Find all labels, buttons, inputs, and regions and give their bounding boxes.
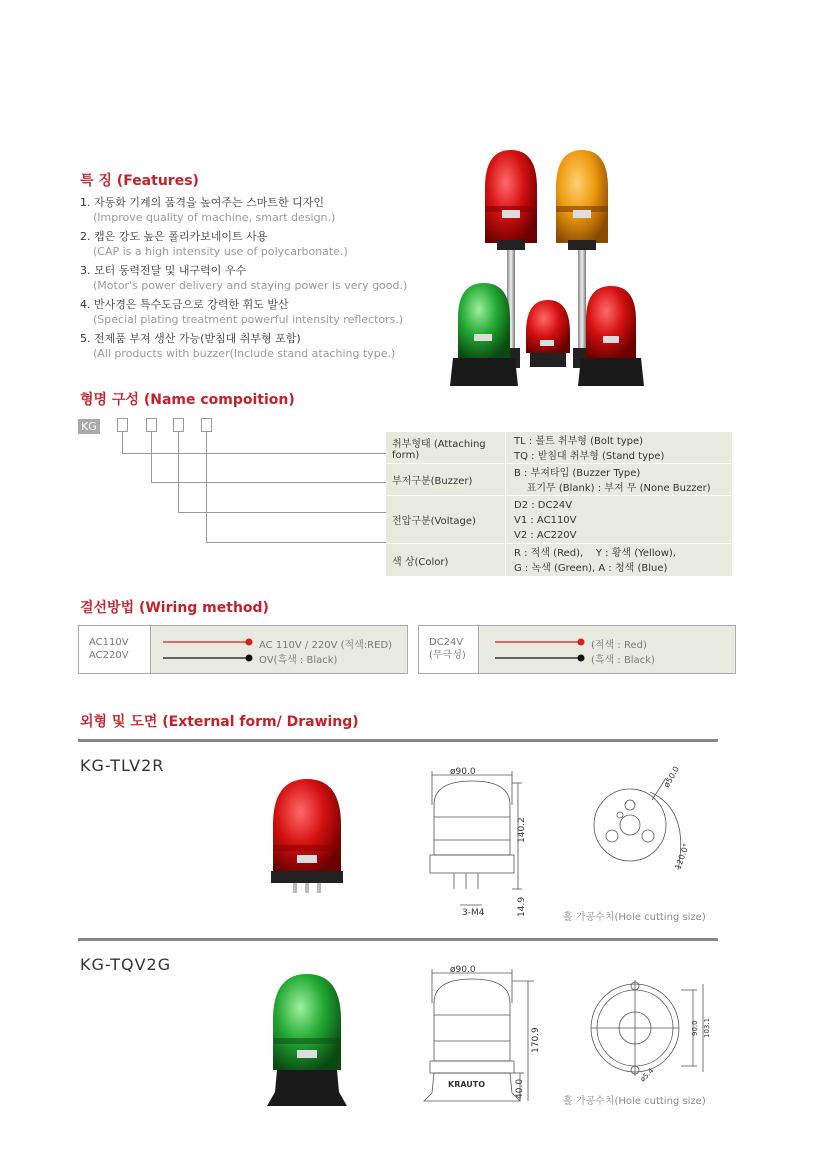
feature-item <box>80 262 480 292</box>
dim-hole-b: 103.1 <box>703 1017 711 1038</box>
hole-drawing-2 <box>585 970 715 1095</box>
feature-main: 5. 전제품 부져 생산 가능(받침대 취부형 포함) <box>80 332 301 345</box>
code-box-buzzer <box>146 418 157 432</box>
dim-hole-small: ø5.4 <box>638 1066 656 1084</box>
side-drawing-2 <box>420 963 541 1113</box>
connector-line <box>151 432 152 482</box>
hole-drawing-1 <box>580 764 710 895</box>
wire-black-label: OV(흑색 : Black) <box>259 655 338 666</box>
dim-height: 140.2 <box>517 817 527 843</box>
wiring-dc-box <box>418 625 736 674</box>
features-title: 특 징 (Features) <box>80 173 199 189</box>
table-row <box>386 464 732 496</box>
row-value: TQ : 받침대 취부형 (Stand type) <box>514 451 665 462</box>
feature-main: 4. 반사경은 특수도금으로 강력한 휘도 발산 <box>80 298 289 311</box>
connector-line <box>206 542 386 543</box>
brand-label: KRAUTO <box>448 1080 486 1089</box>
dim-screws: 3-M4 <box>462 908 485 918</box>
feature-sub: (Improve quality of machine, smart design.) <box>93 211 336 224</box>
voltage-label: DC24V <box>429 637 464 648</box>
model-name: KG-TLV2R <box>80 756 165 775</box>
wiring-title: 결선방법 (Wiring method) <box>80 600 269 616</box>
hole-caption: 홀 가공수치(Hole cutting size) <box>563 912 706 923</box>
row-value: G : 녹색 (Green), A : 청색 (Blue) <box>514 563 668 574</box>
row-value: 표기무 (Blank) : 부져 무 (None Buzzer) <box>514 483 711 494</box>
wiring-ac-diagram <box>151 626 407 673</box>
wire-red-label: AC 110V / 220V (적색:RED) <box>259 640 393 651</box>
connector-line <box>206 432 207 542</box>
voltage-label: AC220V <box>89 650 129 661</box>
side-drawing-1 <box>420 765 530 920</box>
wire-red-label: (적색 : Red) <box>591 640 647 651</box>
feature-main: 2. 캡은 강도 높은 폴리카보네이트 사용 <box>80 230 268 243</box>
row-values <box>506 496 732 543</box>
wire-black-label: (흑색 : Black) <box>591 655 655 666</box>
row-label: 전압구분(Voltage) <box>386 496 506 543</box>
dim-hole-a: 90.0 <box>691 1020 699 1036</box>
voltage-label: (무극성) <box>429 650 466 661</box>
wire-lines <box>163 636 263 666</box>
row-value: R : 적색 (Red), Y : 황색 (Yellow), <box>514 548 676 559</box>
name-composition-table <box>386 432 732 576</box>
section-divider <box>78 938 718 941</box>
table-row <box>386 496 732 544</box>
connector-line <box>178 512 386 513</box>
hole-caption: 홀 가공수치(Hole cutting size) <box>563 1096 706 1107</box>
features-list <box>80 194 480 364</box>
dim-height: 170.9 <box>531 1027 541 1053</box>
row-label: 부저구분(Buzzer) <box>386 464 506 495</box>
connector-line <box>122 432 123 453</box>
code-box-voltage <box>173 418 184 432</box>
wiring-dc-voltage <box>419 626 479 673</box>
code-box-attaching <box>117 418 128 432</box>
feature-sub: (CAP is a high intensity use of polycarbonate.) <box>93 245 348 258</box>
wiring-ac-voltage <box>79 626 151 673</box>
row-value: TL : 볼트 취부형 (Bolt type) <box>514 436 644 447</box>
connector-line <box>178 432 179 512</box>
feature-item <box>80 296 480 326</box>
name-comp-title: 형명 구성 (Name compoition) <box>80 392 295 408</box>
row-label: 취부형태 (Attaching form) <box>386 432 506 463</box>
row-value: V2 : AC220V <box>514 530 577 541</box>
dim-diameter: ø90.0 <box>450 965 476 975</box>
voltage-label: AC110V <box>89 637 129 648</box>
wiring-dc-diagram <box>479 626 735 673</box>
row-value: D2 : DC24V <box>514 500 573 511</box>
section-divider <box>78 739 718 742</box>
wire-lines <box>495 636 595 666</box>
code-box-color <box>201 418 212 432</box>
connector-line <box>122 453 386 454</box>
model-photo-red <box>265 775 349 900</box>
feature-sub: (All products with buzzer(Include stand ataching type.) <box>93 347 396 360</box>
feature-sub: (Special plating treatment powerful intensity reflectors.) <box>93 313 404 326</box>
feature-item <box>80 330 480 360</box>
feature-item <box>80 194 480 224</box>
row-values <box>506 464 732 495</box>
dim-base: 14.9 <box>517 896 527 917</box>
dim-diameter: ø90.0 <box>450 767 476 777</box>
dim-base: 40.0 <box>515 1078 525 1099</box>
drawing-title: 외형 및 도면 (External form/ Drawing) <box>80 714 359 730</box>
table-row <box>386 432 732 464</box>
table-row <box>386 544 732 576</box>
row-values <box>506 544 732 576</box>
product-group-photo <box>448 148 648 388</box>
row-label: 색 상(Color) <box>386 544 506 576</box>
model-code-prefix: KG <box>78 419 100 434</box>
row-value: V1 : AC110V <box>514 515 577 526</box>
feature-item <box>80 228 480 258</box>
row-values <box>506 432 732 463</box>
dim-hole-dia: ø50.0 <box>661 764 682 789</box>
dim-hole-pitch: 120.0° <box>673 842 692 871</box>
model-photo-green <box>265 970 349 1110</box>
model-name: KG-TQV2G <box>80 955 172 974</box>
connector-line <box>151 482 386 483</box>
feature-main: 3. 모터 동력전달 및 내구력이 우수 <box>80 264 247 277</box>
row-value: B : 부져타입 (Buzzer Type) <box>514 468 641 479</box>
wiring-ac-box <box>78 625 408 674</box>
feature-main: 1. 자동화 기계의 품격을 높여주는 스마트한 디자인 <box>80 196 324 209</box>
feature-sub: (Motor's power delivery and staying power is very good.) <box>93 279 408 292</box>
